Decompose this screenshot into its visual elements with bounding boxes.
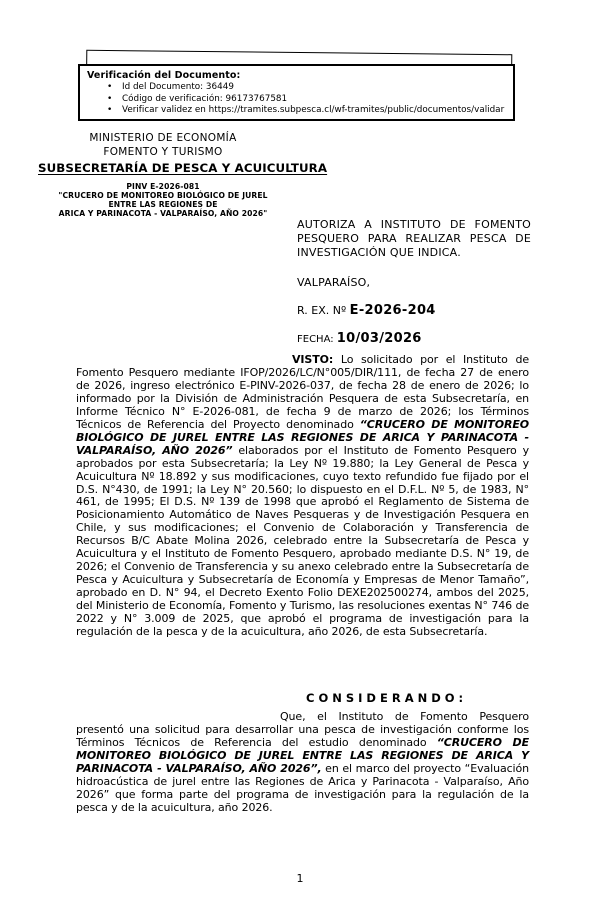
resolution-subject: AUTORIZA A INSTITUTO DE FOMENTO PESQUERO PARA REALIZAR PESCA DE INVESTIGACIÓN QUE INDICA.	[297, 218, 531, 260]
verification-list	[80, 82, 513, 117]
project-ref-title-line1: "CRUCERO DE MONITOREO BIOLÓGICO DE JUREL	[58, 191, 268, 200]
considerando-study-title: “CRUCERO DE MONITOREO BIOLÓGICO DE JUREL ENTRE LAS REGIONES DE ARICA Y PARINACOTA - VALPARAÍSO, AÑO 2026”,	[76, 735, 530, 775]
date-line	[297, 331, 422, 346]
verification-item-text: Id del Documento: 36449	[122, 82, 234, 92]
verification-item-text: Código de verificación: 96173767581	[122, 93, 288, 104]
resolution-number-line	[297, 303, 436, 318]
ministry-line1: MINISTERIO DE ECONOMÍA	[89, 132, 237, 144]
resolution-number-label: R. EX. Nº	[297, 304, 350, 317]
project-ref-code: PINV E-2026-081	[126, 182, 200, 191]
considerando-heading: C O N S I D E R A N D O :	[306, 691, 464, 705]
verification-title: Verificación del Documento:	[87, 70, 241, 81]
verification-item-code	[80, 94, 513, 106]
verification-item-url	[80, 105, 513, 117]
considerando-text-before: Que, el Instituto de Fomento Pesquero presentó una solicitud para desarrollar una pesca de investigación conforme los Términos Técnicos de Referencia del estudio denominado	[76, 710, 529, 749]
ministry-line2: FOMENTO Y TURISMO	[103, 146, 223, 158]
considerando-text-after: en el marco del proyecto “Evaluación hidroacústica de jurel entre las Regiones de Arica y Parinacota - Valparaíso, Año 2026” que forma parte del programa de investigación para la regulación de la pesca y de la acuicultura, año 2026.	[76, 761, 529, 814]
verification-item-document-id	[80, 82, 513, 94]
project-reference-block	[38, 182, 288, 218]
visto-text-after: elaborados por el Instituto de Fomento Pesquero y aprobados por esta Subsecretaría; la Ley Nº 19.880; la Ley General de Pesca y Acuicultura Nº 18.892 y sus modificaciones, cuyo texto refundido fue fijado por el D.S. N°430, de 1991; la Ley N° 20.560; lo dispuesto en el D.F.L. Nº 5, de 1983, N° 461, de 1995; El D.S. Nº 139 de 1998 que aprobó el Reglamento de Sistema de Posicionamiento Automático de Naves Pesqueras y de Investigación Pesquera en Chile, y sus modificaciones; el Convenio de Colaboración y Transferencia de Recursos B/C Abate Molina 2026, celebrado entre la Subsecretaría de Pesca y Acuicultura y el Instituto de Fomento Pesquero, aprobado mediante D.S. N° 19, de 2026; el Convenio de Transferencia y su anexo celebrado entre la Subsecretaría de Pesca y Acuicultura y Subsecretaría de Economía y Empresas de Menor Tamaño”, aprobado en D. N° 94, el Decreto Exento Folio DEXE202500274, ambos del 2025, del Ministerio de Economía, Fomento y Turismo, las resoluciones exentas N° 746 de 2022 y N° 3.009 de 2025, que aprobó el programa de investigación para la regulación de la pesca y de la acuicultura, año 2026, de esta Subsecretaría.	[76, 443, 529, 639]
bullet-icon: •	[107, 82, 113, 92]
verification-box	[78, 64, 515, 121]
date-value: 10/03/2026	[336, 331, 422, 346]
resolution-number-value: E-2026-204	[349, 303, 436, 318]
verification-url-text: Verificar validez en https://tramites.subpesca.cl/wf-tramites/public/documentos/validar	[122, 105, 505, 116]
subsecretaria-heading: SUBSECRETARÍA DE PESCA Y ACUICULTURA	[38, 161, 328, 175]
city-line: VALPARAÍSO,	[297, 276, 371, 289]
project-ref-title-line2: ENTRE LAS REGIONES DE	[108, 200, 218, 209]
ministry-header	[40, 131, 286, 159]
page-number: 1	[296, 872, 304, 885]
project-ref-title-line3: ARICA Y PARINACOTA - VALPARAÍSO, AÑO 2026"	[58, 209, 268, 218]
date-label: FECHA:	[297, 334, 337, 345]
visto-label: VISTO:	[292, 353, 334, 366]
considerando-paragraph	[76, 711, 529, 815]
visto-text-before: Lo solicitado por el Instituto de Fomento Pesquero mediante IFOP/2026/LC/N°005/DIR/111, de fecha 27 de enero de 2026, ingreso electrónico E-PINV-2026-037, de fecha 28 de enero de 2026; lo informado por la División de Administración Pesquera de esta Subsecretaría, en Informe Técnico N° E-2026-081, de fecha 9 de marzo de 2026; los Términos Técnicos de Referencia del Proyecto denominado	[76, 353, 529, 431]
bullet-icon: •	[107, 93, 113, 104]
visto-project-title: “CRUCERO DE MONITOREO BIOLÓGICO DE JUREL ENTRE LAS REGIONES DE ARICA Y PARINACOTA - VALPARAÍSO, AÑO 2026”	[76, 417, 529, 457]
bullet-icon: •	[107, 105, 113, 116]
visto-paragraph	[76, 354, 529, 639]
